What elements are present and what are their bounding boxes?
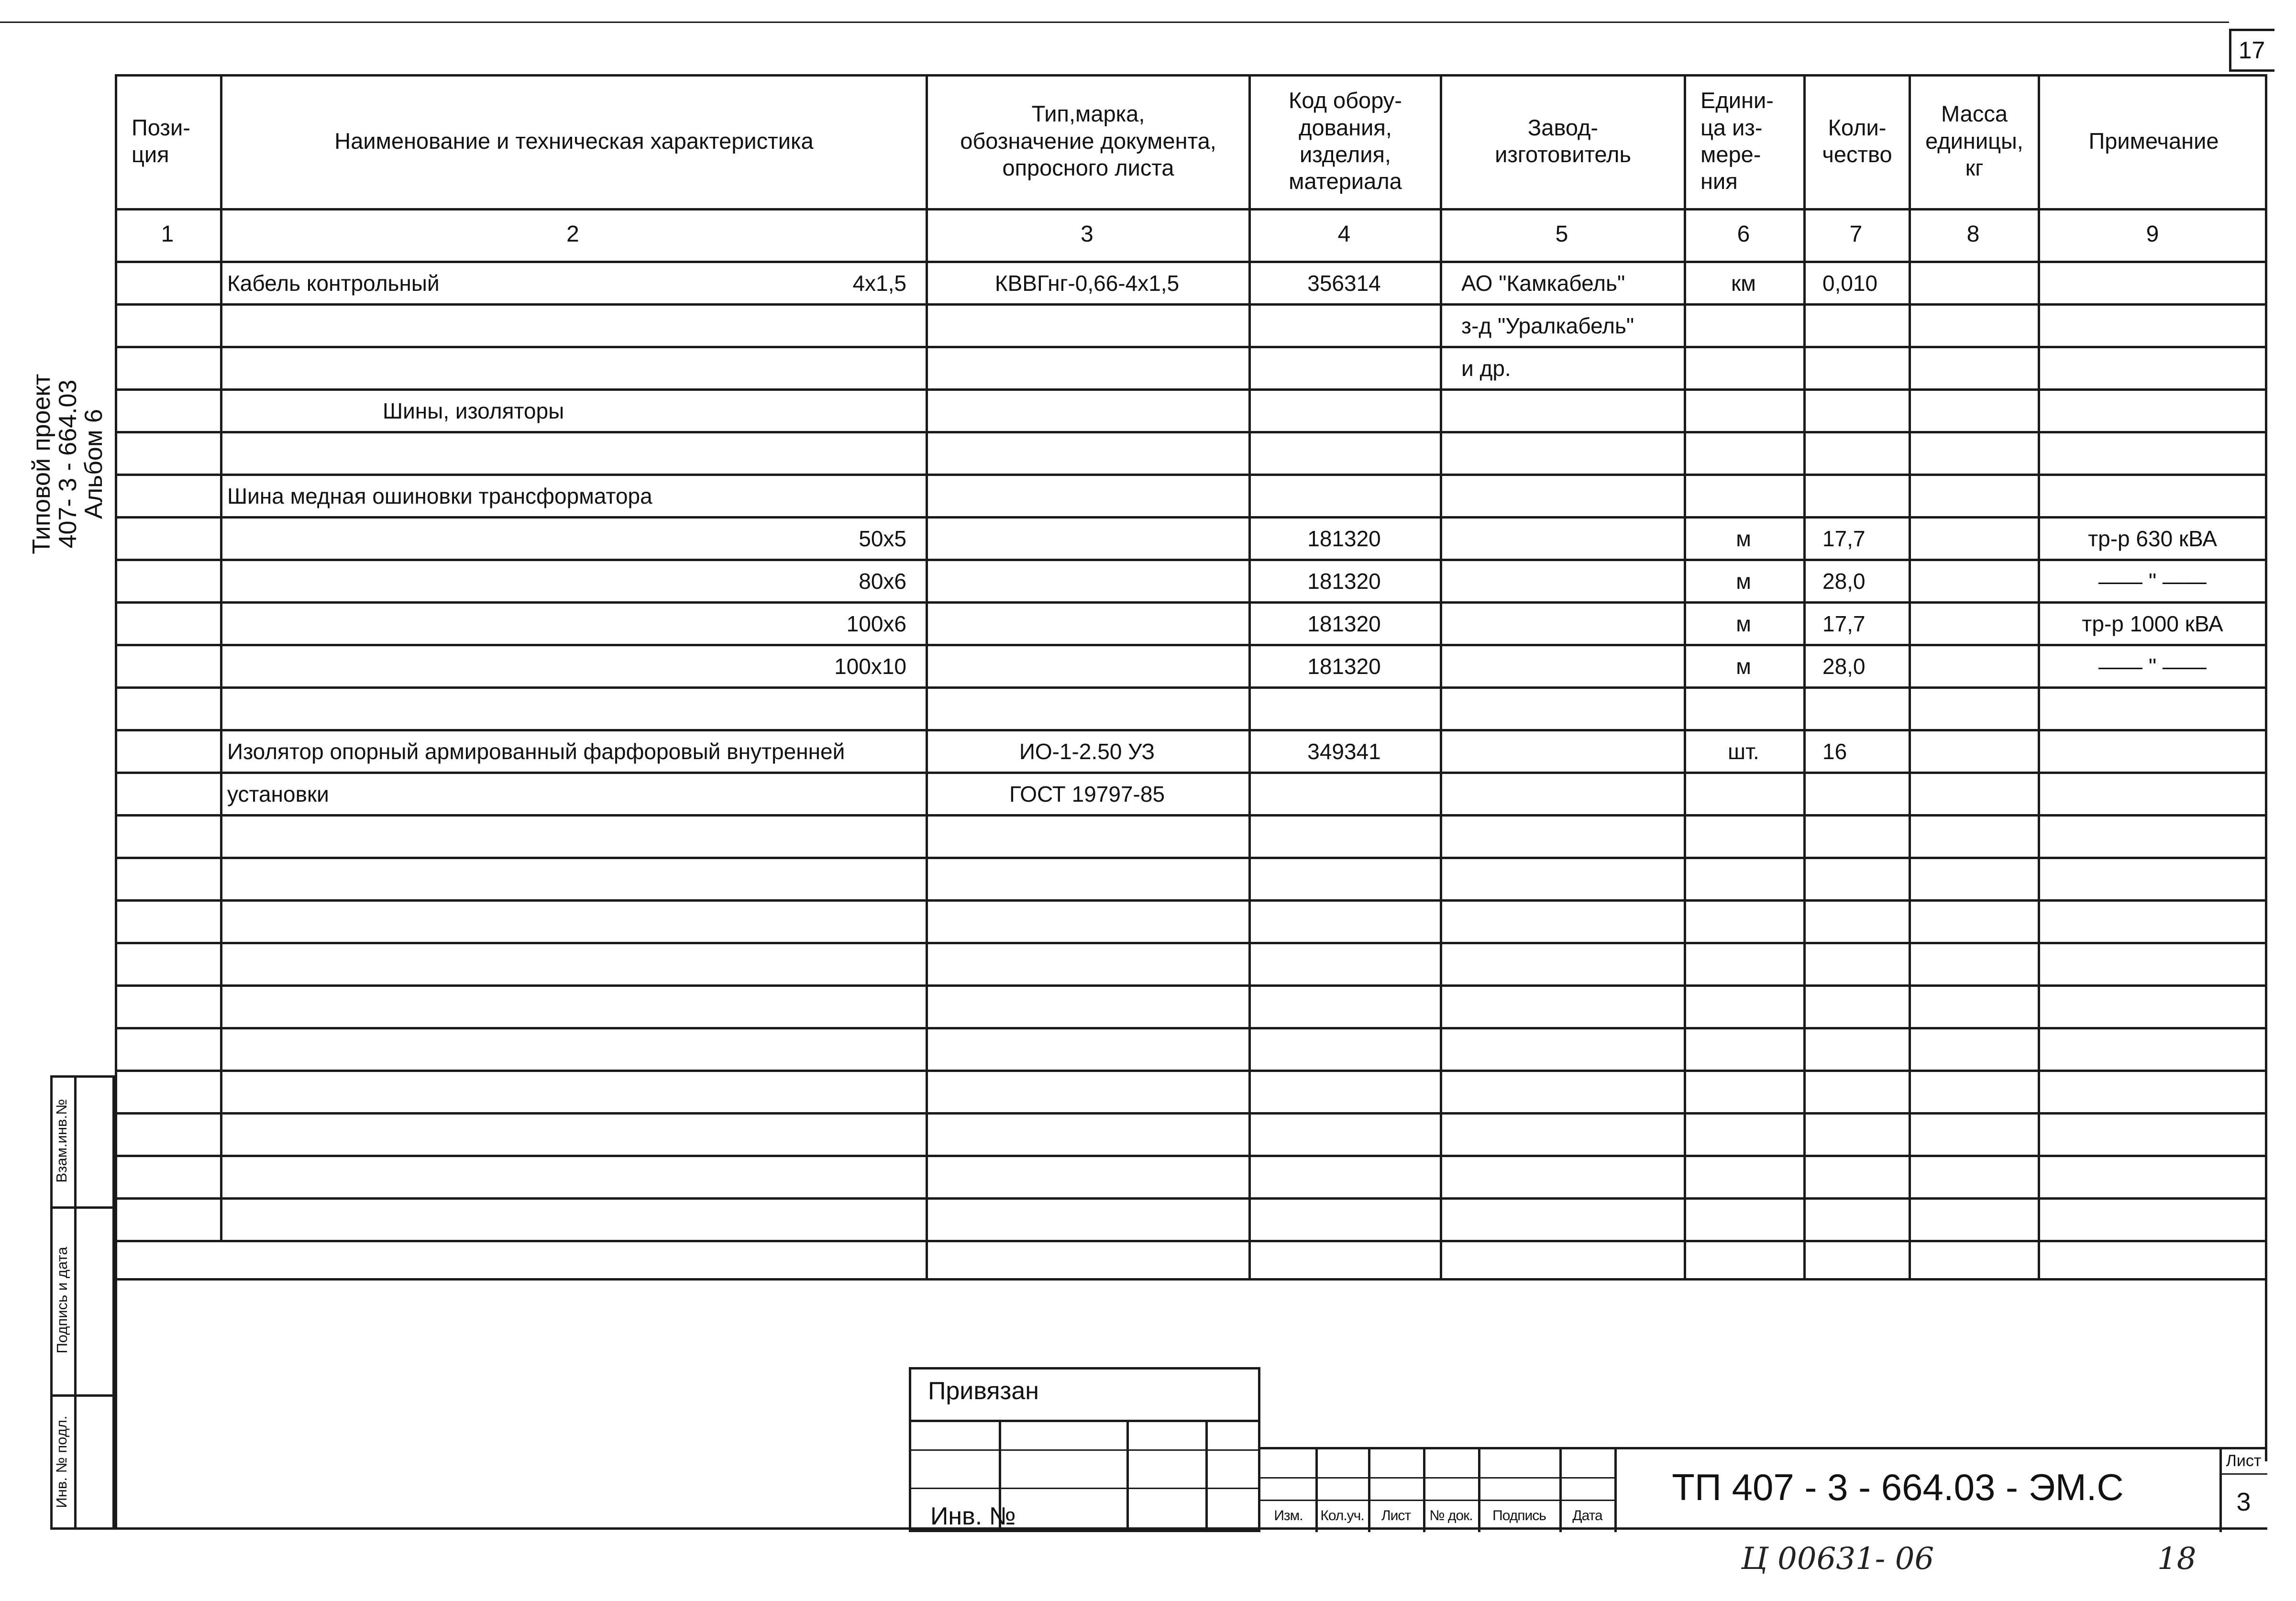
row-line <box>115 1197 2267 1200</box>
titleblock-column-label: Лист <box>1381 1508 1411 1524</box>
cell-size: 100х6 <box>846 611 906 636</box>
row-line <box>115 1112 2267 1115</box>
cell-unit: м <box>1736 526 1751 551</box>
sheet-label: Лист <box>2226 1452 2262 1470</box>
cell-maker: з-д "Уралкабель" <box>1461 313 1634 338</box>
column-line <box>1440 1240 1442 1278</box>
right-frame-line <box>2265 74 2267 1461</box>
cell-code: 181320 <box>1307 611 1381 636</box>
column-header: Коли- чество <box>1822 114 1892 167</box>
titleblock-column-label: № док. <box>1429 1508 1473 1524</box>
cell-note: —— " —— <box>2098 653 2207 679</box>
vzam-inv-label: Взам.инв.№ <box>53 1099 70 1183</box>
inv-podl-label: Инв. № подл. <box>53 1415 70 1508</box>
column-number: 3 <box>1081 221 1093 247</box>
cell-code: 356314 <box>1307 270 1381 296</box>
column-line <box>2038 1240 2040 1278</box>
column-number: 4 <box>1337 221 1351 247</box>
cell-note: тр-р 630 кВА <box>2088 526 2217 551</box>
column-header: Примечание <box>2088 128 2219 154</box>
titleblock-column-label: Подпись <box>1492 1508 1546 1524</box>
column-number: 8 <box>1966 221 1980 247</box>
column-header: Наименование и техническая характеристика <box>334 128 814 154</box>
cell-type: КВВГнг-0,66-4х1,5 <box>994 270 1180 296</box>
column-line <box>1803 1240 1806 1278</box>
row-line <box>115 1027 2267 1029</box>
left-strip-sep2 <box>50 1394 115 1397</box>
cell-code: 181320 <box>1307 653 1381 679</box>
cell-note: —— " —— <box>2098 568 2207 594</box>
table-bottom-line <box>115 1278 2267 1281</box>
top-border-line <box>0 22 2229 23</box>
cell-name: Шины, изоляторы <box>383 398 564 423</box>
sheet-cell-line <box>2219 1473 2267 1475</box>
podpis-data-label: Подпись и дата <box>54 1247 70 1354</box>
side-stamp <box>29 330 115 598</box>
cell-quantity: 17,7 <box>1822 526 1866 551</box>
binding-vline2 <box>1126 1420 1129 1532</box>
row-line <box>115 1070 2267 1072</box>
column-number: 9 <box>2146 221 2159 247</box>
cell-name: Изолятор опорный армированный фарфоровый внутренней <box>227 739 845 764</box>
side-stamp-line1: Типовой проект <box>28 374 55 554</box>
cell-name: установки <box>227 781 329 806</box>
cell-quantity: 28,0 <box>1822 568 1866 594</box>
column-line <box>1684 1240 1686 1278</box>
titleblock-column-label: Кол.уч. <box>1320 1508 1364 1524</box>
cell-name: Шина медная ошиновки трансформатора <box>227 483 652 508</box>
cell-maker: АО "Камкабель" <box>1461 270 1625 296</box>
titleblock-column-label: Дата <box>1572 1508 1602 1524</box>
designation: ТП 407 - 3 - 664.03 - ЭМ.С <box>1672 1466 2124 1509</box>
column-number: 7 <box>1849 221 1863 247</box>
row-line <box>115 346 2267 348</box>
cell-size: 80х6 <box>859 568 906 594</box>
row-line <box>115 1155 2267 1157</box>
column-header: Завод- изготовитель <box>1495 114 1631 167</box>
row-line <box>115 814 2267 817</box>
cell-code: 181320 <box>1307 568 1381 594</box>
row-line <box>115 431 2267 433</box>
sheet-corner-number: 17 <box>2238 36 2265 64</box>
side-stamp-line2: 407- 3 - 664.03 <box>54 379 82 549</box>
row-line <box>115 942 2267 944</box>
binding-title: Привязан <box>928 1377 1039 1405</box>
left-strip-divider <box>74 1075 77 1530</box>
cell-unit: км <box>1731 270 1756 296</box>
column-line <box>926 1240 928 1278</box>
cell-unit: м <box>1736 653 1751 679</box>
column-header: Тип,марка, обозначение документа, опросного листа <box>960 101 1216 181</box>
column-number: 1 <box>161 221 174 247</box>
cell-type: ГОСТ 19797-85 <box>1009 781 1165 806</box>
cell-size: 50х5 <box>859 526 906 551</box>
handwritten-page-number: 18 <box>2157 1541 2197 1577</box>
row-line <box>115 899 2267 902</box>
column-number: 6 <box>1737 221 1750 247</box>
cell-maker: и др. <box>1461 355 1511 381</box>
column-number: 2 <box>566 221 579 247</box>
cell-code: 349341 <box>1307 739 1381 764</box>
row-line <box>115 857 2267 859</box>
row-line <box>115 984 2267 987</box>
sheet-number: 3 <box>2236 1487 2251 1516</box>
cell-code: 181320 <box>1307 526 1381 551</box>
cell-size: 100х10 <box>834 653 906 679</box>
binding-vline3 <box>1205 1420 1208 1532</box>
column-header: Едини- ца из- мере- ния <box>1700 88 1774 194</box>
cell-quantity: 0,010 <box>1822 270 1878 296</box>
cell-quantity: 28,0 <box>1822 653 1866 679</box>
row-line <box>115 1240 2267 1242</box>
cell-size: 4х1,5 <box>852 270 906 296</box>
cell-unit: м <box>1736 611 1751 636</box>
row-line <box>115 303 2267 306</box>
row-line <box>115 686 2267 689</box>
titleblock-column-label: Изм. <box>1274 1508 1303 1524</box>
titleblock-top-line <box>1260 1447 2267 1449</box>
column-header: Масса единицы, кг <box>1925 101 2023 181</box>
cell-quantity: 17,7 <box>1822 611 1866 636</box>
column-line <box>1909 1240 1911 1278</box>
cell-name: Кабель контрольный <box>227 270 440 296</box>
side-stamp-line3: Альбом 6 <box>80 409 108 519</box>
handwritten-inventory-note: Ц 00631- 06 <box>1741 1541 1934 1577</box>
binding-inv-label: Инв. № <box>930 1502 1016 1530</box>
column-number: 5 <box>1555 221 1568 247</box>
cell-unit: шт. <box>1728 739 1759 764</box>
column-header: Код обору- дования, изделия, материала <box>1289 88 1402 194</box>
column-line <box>1248 1240 1251 1278</box>
column-header: Пози- ция <box>132 114 190 167</box>
cell-type: ИО-1-2.50 УЗ <box>1019 739 1155 764</box>
cell-note: тр-р 1000 кВА <box>2082 611 2223 636</box>
cell-unit: м <box>1736 568 1751 594</box>
cell-quantity: 16 <box>1822 739 1847 764</box>
